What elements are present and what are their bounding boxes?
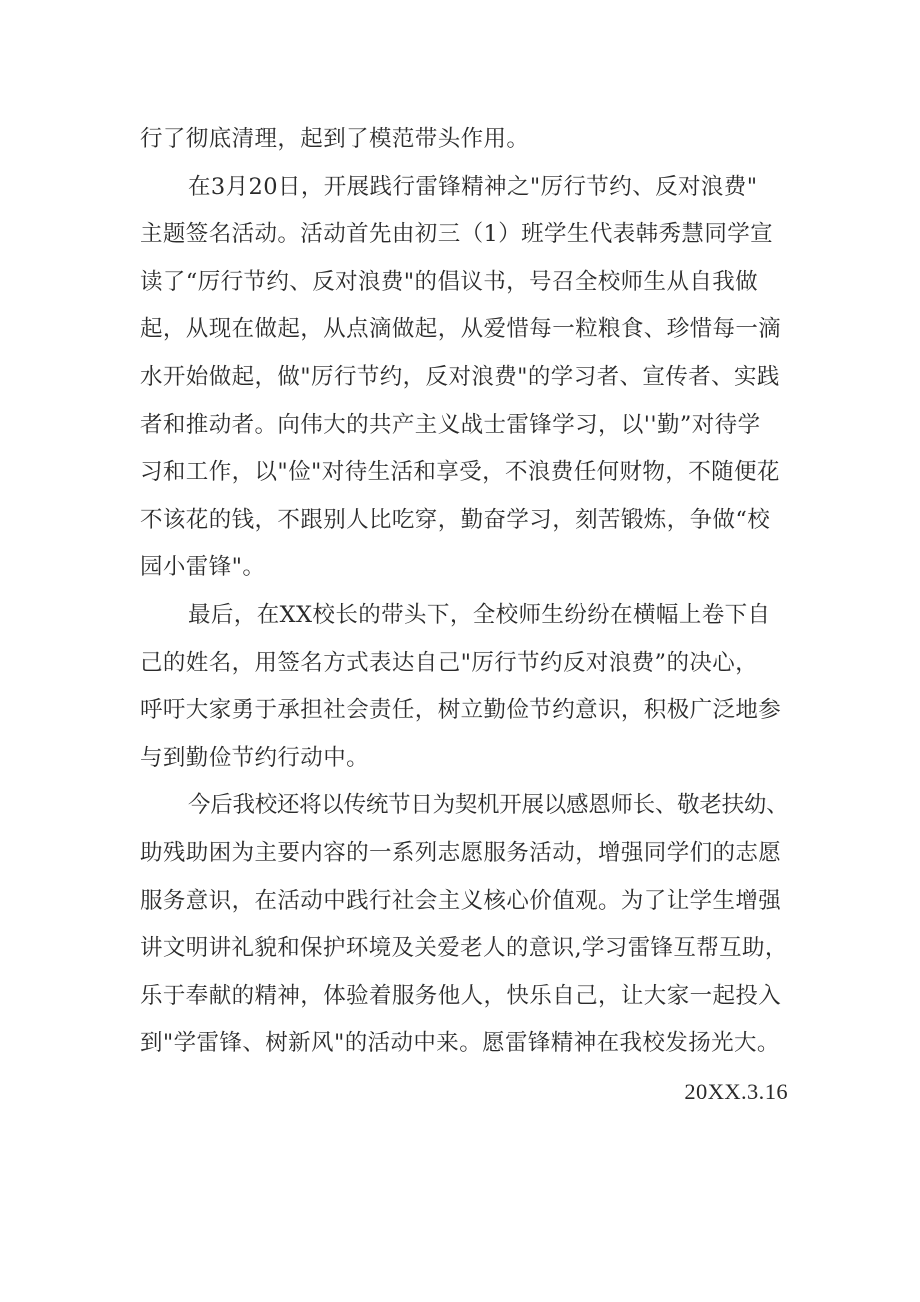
text-line: 园小雷锋"。 [140, 554, 266, 581]
document-date: 20XX.3.16 [684, 1078, 788, 1104]
text-line: 己的姓名，用签名方式表达自己"厉行节约反对浪费”的决心， [140, 649, 759, 676]
text-line: 与到勤俭节约行动中。 [140, 744, 370, 771]
text-line: 在3月20日，开展践行雷锋精神之"厉行节约、反对浪费" [188, 173, 758, 200]
text-line: 到"学雷锋、树新风"的活动中来。愿雷锋精神在我校发扬光大。 [140, 1030, 780, 1057]
text-line: 讲文明讲礼貌和保护环境及关爱老人的意识,学习雷锋互帮互助， [140, 935, 788, 962]
text-line: 行了彻底清理，起到了模范带头作用。 [140, 126, 530, 152]
text-line: 助残助困为主要内容的一系列志愿服务活动，增强同学们的志愿 [140, 839, 782, 866]
text-line: 主题签名活动。活动首先由初三（1）班学生代表韩秀慧同学宣 [140, 221, 774, 248]
text-line: 读了“厉行节约、反对浪费"的倡议书，号召全校师生从自我做 [140, 268, 759, 295]
text-line: 呼吁大家勇于承担社会责任，树立勤俭节约意识，积极广泛地参 [140, 697, 782, 724]
text-line: 服务意识，在活动中践行社会主义核心价值观。为了让学生增强 [140, 887, 782, 914]
text-line: 今后我校还将以传统节日为契机开展以感恩师长、敬老扶幼、 [188, 792, 789, 819]
text-line: 起，从现在做起，从点滴做起，从爱惜每一粒粮食、珍惜每一滴 [140, 316, 782, 343]
text-line: 习和工作，以"俭"对待生活和享受，不浪费任何财物，不随便花 [140, 459, 780, 486]
document-body [140, 116, 788, 1115]
text-line: 不该花的钱，不跟别人比吃穿，勤奋学习，刻苦锻炼，争做“校 [140, 506, 771, 533]
paragraph-future-plans [140, 782, 788, 1068]
paragraph-continuation [140, 116, 788, 164]
text-line: 者和推动者。向伟大的共产主义战士雷锋学习，以''勤”对待学 [140, 411, 761, 438]
text-line: 最后，在XX校长的带头下，全校师生纷纷在横幅上卷下自 [188, 601, 771, 628]
text-line: 乐于奉献的精神，体验着服务他人，快乐自己，让大家一起投入 [140, 982, 782, 1009]
paragraph-signature-banner [140, 592, 788, 782]
paragraph-signing-activity [140, 164, 788, 592]
text-line: 水开始做起，做"厉行节约，反对浪费"的学习者、宣传者、实践 [140, 363, 780, 390]
